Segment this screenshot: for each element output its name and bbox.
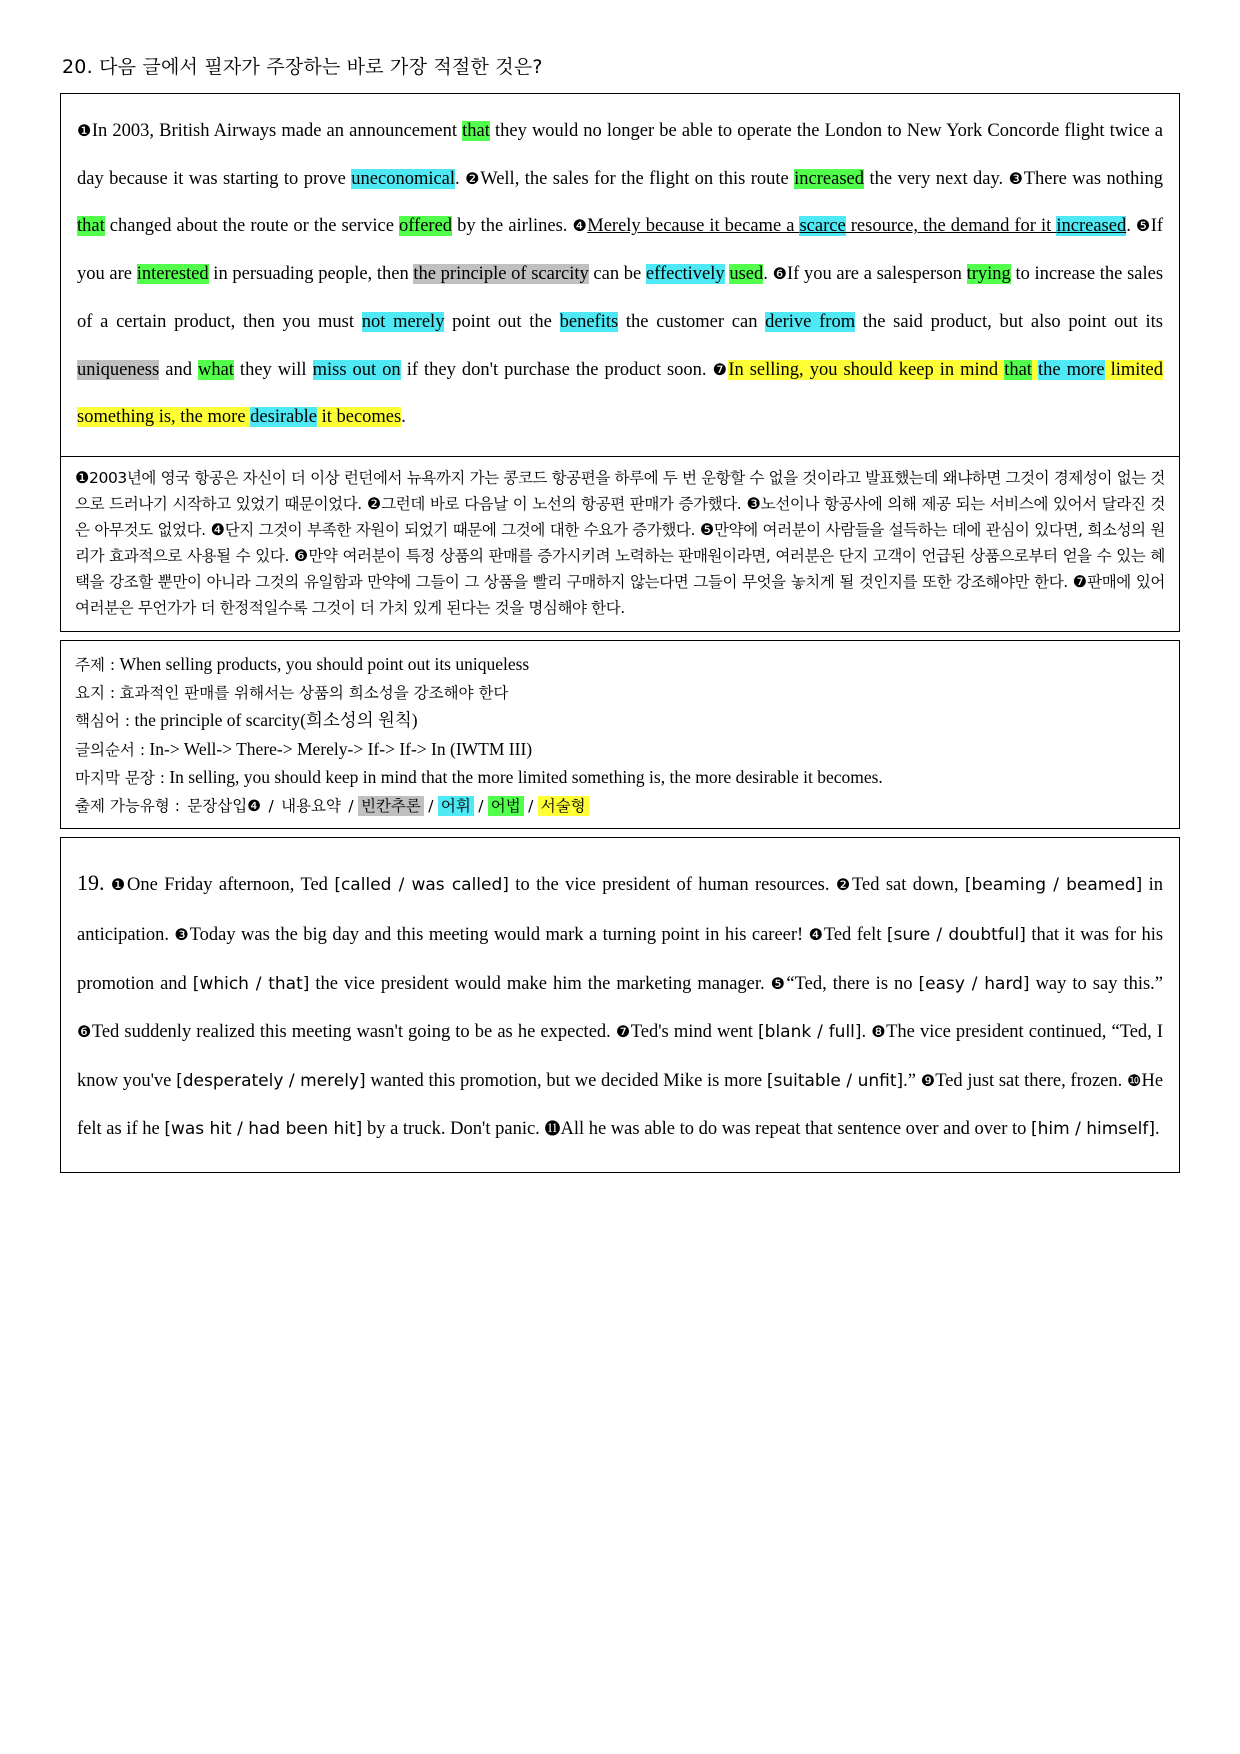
p20-s6h: if they don't purchase the product soon. [400,359,707,380]
type-tag-grammar: 어법 [488,796,524,816]
kr-marker-3: ❸ [746,494,761,514]
p19-s7a: Ted's mind went [630,1022,759,1043]
p20-s6-hl-derive-from: derive from [765,311,856,332]
q19-marker-7: ❼ [615,1024,631,1042]
p19-s10a: He felt as if he [77,1070,1164,1140]
p20-s5c: can be [588,264,646,285]
p20-s7a: In selling, you should keep in mind [728,359,1005,380]
summary-box [60,640,1180,829]
question-19-box [60,837,1180,1173]
kr-marker-5: ❺ [699,520,715,540]
q19-choice-3[interactable]: [sure / doubtful] [886,925,1026,946]
p19-s6a: Ted suddenly realized this meeting wasn't going to be as he expected. [91,1022,611,1043]
q19-choice-9[interactable]: [was hit / had been hit] [164,1119,363,1140]
question-20-title [62,52,1180,79]
summary-row-last-sentence [75,763,1165,791]
kr-marker-4: ❹ [210,520,225,540]
q19-marker-6: ❻ [77,1024,92,1042]
q19-choice-5[interactable]: [easy / hard] [918,973,1030,994]
english-passage-box [60,93,1180,457]
summary-row-order [75,735,1165,763]
p20-s5-hl-interested: interested [136,264,209,285]
p20-s5-hl-principle-of-scarcity: the principle of scarcity [413,264,589,285]
summary-last-value: In selling, you should keep in mind that the more limited something is, the more desirable it becomes. [169,767,883,788]
p20-s3b: changed about the route or the service [104,216,399,237]
q19-choice-8[interactable]: [suitable / unfit] [766,1070,904,1091]
p20-s7-end: . [401,407,406,428]
summary-gist-value: 효과적인 판매를 위해서는 상품의 희소성을 강조해야 한다 [119,684,509,703]
kr-s7: 판매에 있어 여러분은 무언가가 더 한정적일수록 그것이 더 가치 있게 된다는 것을 명심해야 한다. [75,573,1165,617]
p20-s6a: If you are a salesperson [787,264,967,285]
type-separator-2: / [348,797,354,816]
q19-choice-10[interactable]: [him / himself] [1031,1119,1155,1140]
p20-s7e: it becomes [316,407,402,428]
type-separator-4: / [478,797,484,816]
p20-s6-hl-trying: trying [966,264,1011,285]
kr-marker-2: ❷ [366,494,382,514]
p19-s2a: Ted sat down, [852,874,965,895]
p20-s5b: in persuading people, then [208,264,414,285]
p19-s4a: Ted felt [823,925,887,946]
kr-s5: 만약에 여러분이 사람들을 설득하는 데에 관심이 있다면, 희소성의 원리가 효과적으로 사용될 수 있다. [75,521,1165,566]
q19-marker-8: ❽ [871,1024,887,1042]
p19-s10b: by a truck. Don't panic. [362,1119,540,1140]
p19-s8b: wanted this promotion, but we decided Mike is more [365,1070,767,1091]
summary-last-label: 마지막 문장 : [75,769,165,788]
p19-s4c: the vice president would make him the marketing manager. [309,973,765,994]
p20-s7d: something is, the more [77,407,251,428]
p20-s7-hl-limited: limited [1110,359,1164,380]
q19-choice-1[interactable]: [called / was called] [334,874,509,895]
p20-s5e: . [763,264,768,285]
p19-s8c: .” [903,1070,916,1091]
p20-s1c: . [455,168,460,189]
p19-s5a: “Ted, there is no [786,973,919,994]
kr-s6: 만약 여러분이 특정 상품의 판매를 증가시키려 노력하는 판매원이라면, 여러분은 단지 고객이 언급된 상품으로부터 얻을 수 있는 혜택을 강조할 뿐만이 아니라 그것의 유일함과 만약에 그들이 그 상품을 빨리 구매하지 않는다면 그들이 무엇을 놓치게 될 것인지를 또한 강조해야만 한다. [75,547,1165,592]
kr-marker-7: ❼ [1072,572,1088,592]
kr-s1: 2003년에 영국 항공은 자신이 더 이상 런던에서 뉴욕까지 가는 콩코드 항공편을 하루에 두 번 운항할 수 없을 것이라고 발표했는데 왜냐하면 그것이 경제성이 없는 것으로 드러나기 시작하고 있었기 때문이었다. [75,469,1165,514]
p20-s1b: they would no longer be able to operate the London to New York Concorde flight twice a day because it was starting to prove [77,121,1163,189]
sentence-marker-2: ❷ [465,170,481,188]
p19-s1b: to the vice president of human resources. [508,874,830,895]
p20-s6e: the said product, but also point out its [855,311,1163,332]
type-tag-sentence-insertion: 문장삽입❹ [187,797,262,816]
question-20-number: 20. [62,56,93,78]
p20-s7-hl-that: that [1004,359,1032,380]
p19-s1a: One Friday afternoon, Ted [127,874,335,895]
q19-marker-4: ❹ [808,927,824,945]
sentence-marker-4: ❹ [572,218,588,236]
kr-marker-1: ❶ [75,468,90,488]
sentence-marker-7: ❼ [712,361,729,379]
sentence-marker-5: ❺ [1135,218,1151,236]
q19-marker-10: ❿ [1127,1072,1142,1090]
p20-s4b: resource, the demand for it [845,216,1057,237]
p20-s7-hl-desirable: desirable [250,407,317,428]
summary-gist-label: 요지 : [75,684,116,703]
q19-marker-5: ❺ [770,975,787,993]
p20-s1-hl-uneconomical: uneconomical [351,168,456,189]
q19-choice-7[interactable]: [desperately / merely] [176,1070,366,1091]
type-tag-summary: 내용요약 [281,797,341,816]
p20-s1-hl-that: that [462,121,490,141]
type-tag-vocabulary: 어휘 [438,796,474,816]
p20-s3a: There was nothing [1023,168,1164,189]
p19-s11b: . [1154,1119,1160,1140]
p20-s5-hl-effectively: effectively [645,264,725,285]
p20-s2b: the very next day. [864,168,1004,189]
summary-topic-label: 주제 : [75,655,116,674]
kr-s3: 노선이나 항공사에 의해 제공 되는 서비스에 있어서 달라진 것은 아무것도 없었다. [75,495,1166,540]
sentence-marker-3: ❸ [1008,170,1024,188]
kr-marker-6: ❻ [293,546,309,566]
summary-row-types [75,791,1165,819]
p20-s6-hl-not-merely: not merely [361,311,445,332]
summary-types-label: 출제 가능유형 : [75,797,180,816]
summary-row-keyword [75,706,1165,734]
p20-s6c: point out the [444,311,560,332]
type-tag-blank-inference: 빈칸추론 [358,796,424,816]
q19-marker-11: ⓫ [544,1121,561,1139]
p19-s9a: Ted just sat there, frozen. [935,1070,1123,1091]
p20-s6b: to increase the sales of a certain product, then you must [77,264,1164,332]
p20-s6-hl-what: what [197,359,234,380]
q19-choice-2[interactable]: [beaming / beamed] [964,874,1143,895]
q19-choice-4[interactable]: [which / that] [192,973,310,994]
p20-s6-hl-benefits: benefits [559,311,619,332]
p20-s3c: by the airlines. [452,216,568,237]
q19-choice-6[interactable]: [blank / full] [758,1022,862,1043]
p19-s11a: All he was able to do was repeat that sentence over and over to [560,1119,1032,1140]
summary-topic-value: When selling products, you should point out its uniqueless [119,653,530,674]
summary-row-topic [75,650,1165,678]
p20-s5a: If you are [77,216,1164,285]
q19-marker-2: ❷ [835,876,852,894]
korean-translation-box [60,456,1180,632]
p20-s4c: . [1126,216,1131,237]
type-separator-1: / [268,797,274,816]
summary-order-label: 글의순서 : [75,740,146,759]
type-separator-3: / [428,797,434,816]
p19-s5b: way to say this.” [1029,973,1164,994]
p19-s4b: that it was for his promotion and [77,925,1164,994]
p20-s1a: In 2003, British Airways made an announcement [91,121,463,141]
type-separator-5: / [528,797,534,816]
p20-s3-hl-offered: offered [398,216,453,237]
kr-s2: 그런데 바로 다음날 이 노선의 항공편 판매가 증가했다. [381,495,742,514]
p20-s3-hl-that: that [77,216,105,237]
p19-s8a: The vice president continued, “Ted, I know you've [77,1022,1164,1091]
summary-keyword-value: the principle of scarcity(희소성의 원칙) [134,710,418,731]
p19-s2b: in anticipation. [77,874,1164,946]
question-20-prompt: 다음 글에서 필자가 주장하는 바로 가장 적절한 것은? [99,56,543,78]
p20-s4-hl-increased: increased [1056,216,1127,237]
p20-s7c [1105,360,1111,380]
p20-s2a: Well, the sales for the flight on this route [480,168,795,189]
p20-s6g: they will [233,359,313,380]
sentence-marker-6: ❻ [772,266,787,284]
p19-s7b: . [861,1022,867,1043]
sentence-marker-1: ❶ [77,123,92,140]
p20-s6f: and [159,359,198,380]
question-19-number: 19. [77,869,105,895]
q19-marker-9: ❾ [920,1072,936,1090]
p20-s6-hl-miss-out-on: miss out on [312,359,401,380]
q19-marker-1: ❶ [110,876,127,894]
summary-order-value: In-> Well-> There-> Merely-> If-> If-> In (IWTM III) [149,738,533,759]
p20-s5-hl-used: used [729,264,764,285]
summary-row-gist [75,678,1165,706]
q19-marker-3: ❸ [174,927,190,945]
p19-s3a: Today was the big day and this meeting would mark a turning point in his career! [189,925,804,946]
p20-s7-hl-the-more: the more [1037,359,1105,380]
type-tag-descriptive: 서술형 [538,796,589,816]
p20-s6d: the customer can [618,311,766,332]
summary-keyword-label: 핵심어 : [75,712,131,731]
p20-s6-hl-uniqueness: uniqueness [77,359,160,380]
p20-s4a: Merely because it became a [587,216,800,237]
p20-s2-hl-increased: increased [794,168,865,189]
kr-s4: 단지 그것이 부족한 자원이 되었기 때문에 그것에 대한 수요가 증가했다. [224,521,696,540]
p20-s4-hl-scarce: scarce [799,216,846,237]
